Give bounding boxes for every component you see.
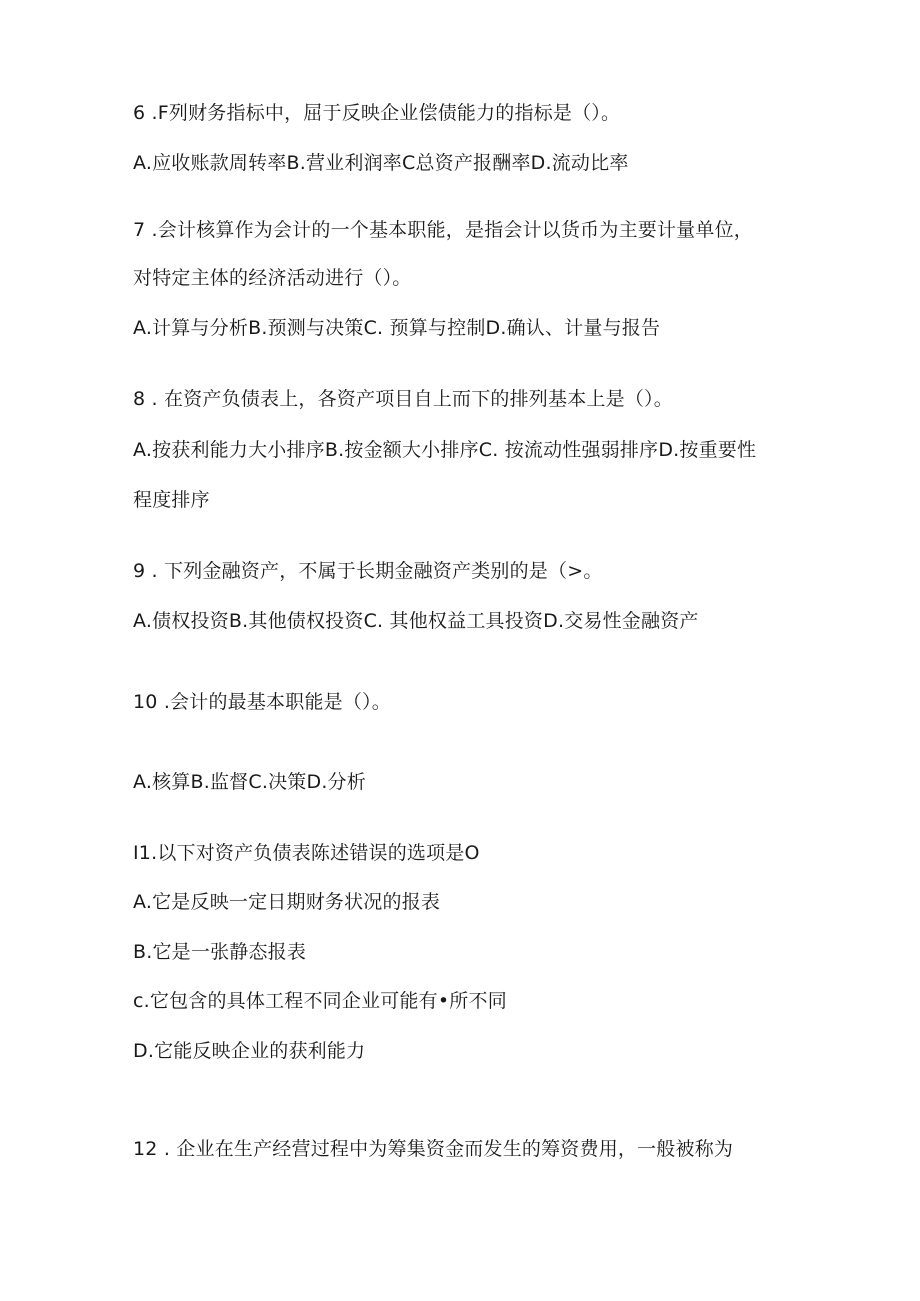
question-7-stem-line-2: 对特定主体的经济活动进行（）。 xyxy=(133,267,412,289)
question-10-stem: 10 .会计的最基本职能是（）。 xyxy=(133,691,391,713)
question-6-stem: 6 .F列财务指标中，屈于反映企业偿债能力的指标是（）。 xyxy=(133,102,621,124)
question-12-stem: 12 . 企业在生产经营过程中为筹集资金而发生的筹资费用，一般被称为 xyxy=(133,1138,734,1160)
question-6-options: A.应收账款周转率B.营业利润率C总资产报酬率D.流动比率 xyxy=(133,152,629,174)
question-9-stem: 9 . 下列金融资产，不属于长期金融资产类别的是（>。 xyxy=(133,560,603,582)
question-8-options-line-2: 程度排序 xyxy=(133,489,210,511)
question-7-options: A.计算与分析B.预测与决策C. 预算与控制D.确认、计量与报告 xyxy=(133,317,661,339)
question-10-options: A.核算B.监督C.决策D.分析 xyxy=(133,771,366,793)
question-11-option-c: c.它包含的具体工程不同企业可能有•所不同 xyxy=(133,990,507,1012)
question-8-stem: 8 . 在资产负债表上，各资产项目自上而下的排列基本上是（）。 xyxy=(133,388,673,410)
question-7-stem-line-1: 7 .会计核算作为会计的一个基本职能，是指会计以货币为主要计量单位， xyxy=(133,219,753,241)
question-9-options: A.债权投资B.其他债权投资C. 其他权益工具投资D.交易性金融资产 xyxy=(133,610,699,632)
question-11-stem: I1.以下对资产负债表陈述错误的选项是O xyxy=(133,842,480,864)
question-11-option-b: B.它是一张静态报表 xyxy=(133,941,307,963)
question-8-options-line-1: A.按获利能力大小排序B.按金额大小排序C. 按流动性强弱排序D.按重要性 xyxy=(133,439,757,461)
question-11-option-d: D.它能反映企业的获利能力 xyxy=(133,1040,366,1062)
question-11-option-a: A.它是反映一定日期财务状况的报表 xyxy=(133,891,441,913)
